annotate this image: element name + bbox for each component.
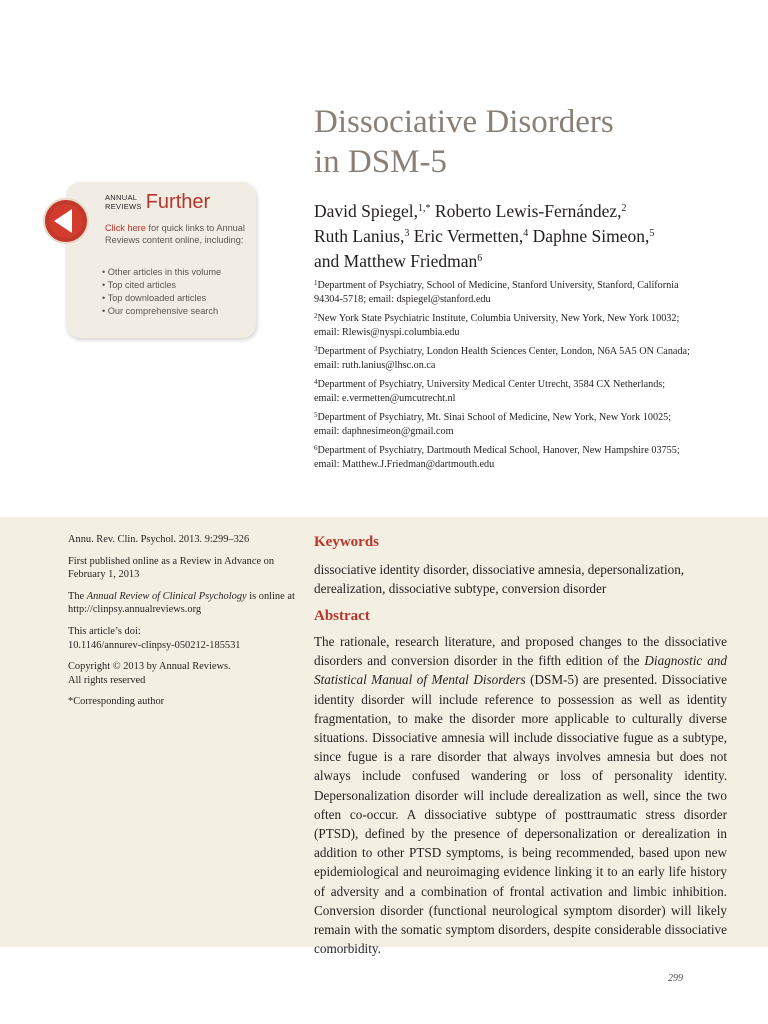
keywords-heading: Keywords [314,534,379,550]
abstract-text: The rationale, research literature, and proposed changes to the dissociative disorders and conversion disorder in the fifth edition of the Diagnostic and Statistical Manual of Mental Disorders (DSM-5) are presented. Dissociative identity disorder will include reference to possession as well as identity fragmentation, to make the disorder more applicable to culturally diverse situations. Dissociative amnesia will include dissociative fugue as a subtype, since fugue is a rare disorder that always involves amnesia but does not always include confused wandering or loss of personality identity. Depersonalization disorder will include derealization as well, since the two often co-occur. A dissociative subtype of posttraumatic stress disorder (PTSD), defined by the presence of depersonalization or derealization in addition to other PTSD symptoms, is being recommended, based upon new epidemiological and neuroimaging evidence linking it to an early life history of adversity and a combination of frontal activation and limbic inhibition. Conversion disorder (functional neurological symptom disorder) will likely remain with the somatic symptom disorders, despite considerable dissociative comorbidity. [314,634,727,957]
author-sup: 2 [621,203,627,214]
further-item: • Top downloaded articles [102,292,207,303]
affiliation-sup: 1 [314,279,318,287]
further-links [102,266,252,318]
affiliation-sup: 5 [314,411,318,419]
first-published: First published online as a Review in Advance on February 1, 2013 [68,555,275,581]
author-name: Daphne Simeon, [528,226,650,246]
annual-reviews-logo [105,191,211,214]
affiliation-sup: 4 [314,378,318,386]
author-sup: 3 [404,228,410,239]
affiliation-line: email: Matthew.J.Friedman@dartmouth.edu [314,459,495,470]
article-title [314,102,734,182]
copyright: Copyright © 2013 by Annual Reviews. All rights reserved [68,661,231,686]
affiliation-list [314,279,734,477]
further-item: • Our comprehensive search [102,305,219,316]
title-line-2: in DSM-5 [314,144,447,180]
brand-small: ANNUAL REVIEWS [105,193,142,211]
affiliation [314,312,734,340]
author-name: David Spiegel, [314,201,419,221]
affiliation-sup: 2 [314,312,318,320]
affiliation [314,378,734,406]
affiliation-line: Department of Psychiatry, School of Medicine, Stanford University, Stanford, California [317,280,679,291]
affiliation [314,279,734,307]
abstract-heading: Abstract [314,608,370,624]
page-number: 299 [668,973,683,984]
further-item: • Top cited articles [102,279,177,290]
article-meta [68,533,298,717]
corresponding-author: *Corresponding author [68,696,165,708]
author-name: and Matthew Friedman [314,251,478,271]
author-name: Roberto Lewis-Fernández, [430,201,622,221]
affiliation-line: Department of Psychiatry, Mt. Sinai School of Medicine, New York, New York 10025; [317,412,672,423]
author-sup: 5 [649,228,655,239]
further-item: • Other articles in this volume [102,267,222,277]
author-name: Eric Vermetten, [409,226,524,246]
affiliation-line: Department of Psychiatry, Dartmouth Medical School, Hanover, New Hampshire 03755; [317,445,680,456]
affiliation-line: Department of Psychiatry, London Health Sciences Center, London, N6A 5A5 ON Canada; [317,346,690,357]
affiliation [314,444,734,472]
author-list [314,199,734,274]
affiliation-line: Department of Psychiatry, University Medical Center Utrecht, 3584 CX Netherlands; [317,379,666,390]
citation: Annu. Rev. Clin. Psychol. 2013. 9:299–326 [68,534,250,545]
further-label: Further [145,191,211,213]
further-intro: Click here for quick links to Annual Reviews content online, including: [105,223,245,246]
affiliation-line: email: daphnesimeon@gmail.com [314,426,454,437]
author-name: Ruth Lanius, [314,226,405,246]
title-line-1: Dissociative Disorders [314,104,614,140]
affiliation [314,411,734,439]
affiliation-line: email: e.vermetten@umcutrecht.nl [314,393,456,404]
author-sup: 1,* [418,203,431,214]
affiliation-line: email: ruth.lanius@lhsc.on.ca [314,360,436,371]
back-arrow-icon[interactable] [42,192,90,250]
keywords-text: dissociative identity disorder, dissociative amnesia, depersonalization, derealization, dissociative subtype, conversion disorder [314,562,685,596]
affiliation-line: 94304-5718; email: dspiegel@stanford.edu [314,294,491,305]
affiliation-sup: 3 [314,345,318,353]
click-here-link[interactable]: Click here [105,223,146,233]
affiliation-line: email: Rlewis@nyspi.columbia.edu [314,327,460,338]
affiliation-sup: 6 [314,444,318,452]
author-sup: 6 [477,253,483,264]
online-note: The Annual Review of Clinical Psychology is online at http://clinpsy.annualreviews.org [68,590,295,616]
affiliation [314,345,734,373]
affiliation-line: New York State Psychiatric Institute, Columbia University, New York, New York 10032; [317,313,680,324]
author-sup: 4 [523,228,529,239]
doi: This article’s doi: 10.1146/annurev-clinpsy-050212-185531 [68,625,241,651]
